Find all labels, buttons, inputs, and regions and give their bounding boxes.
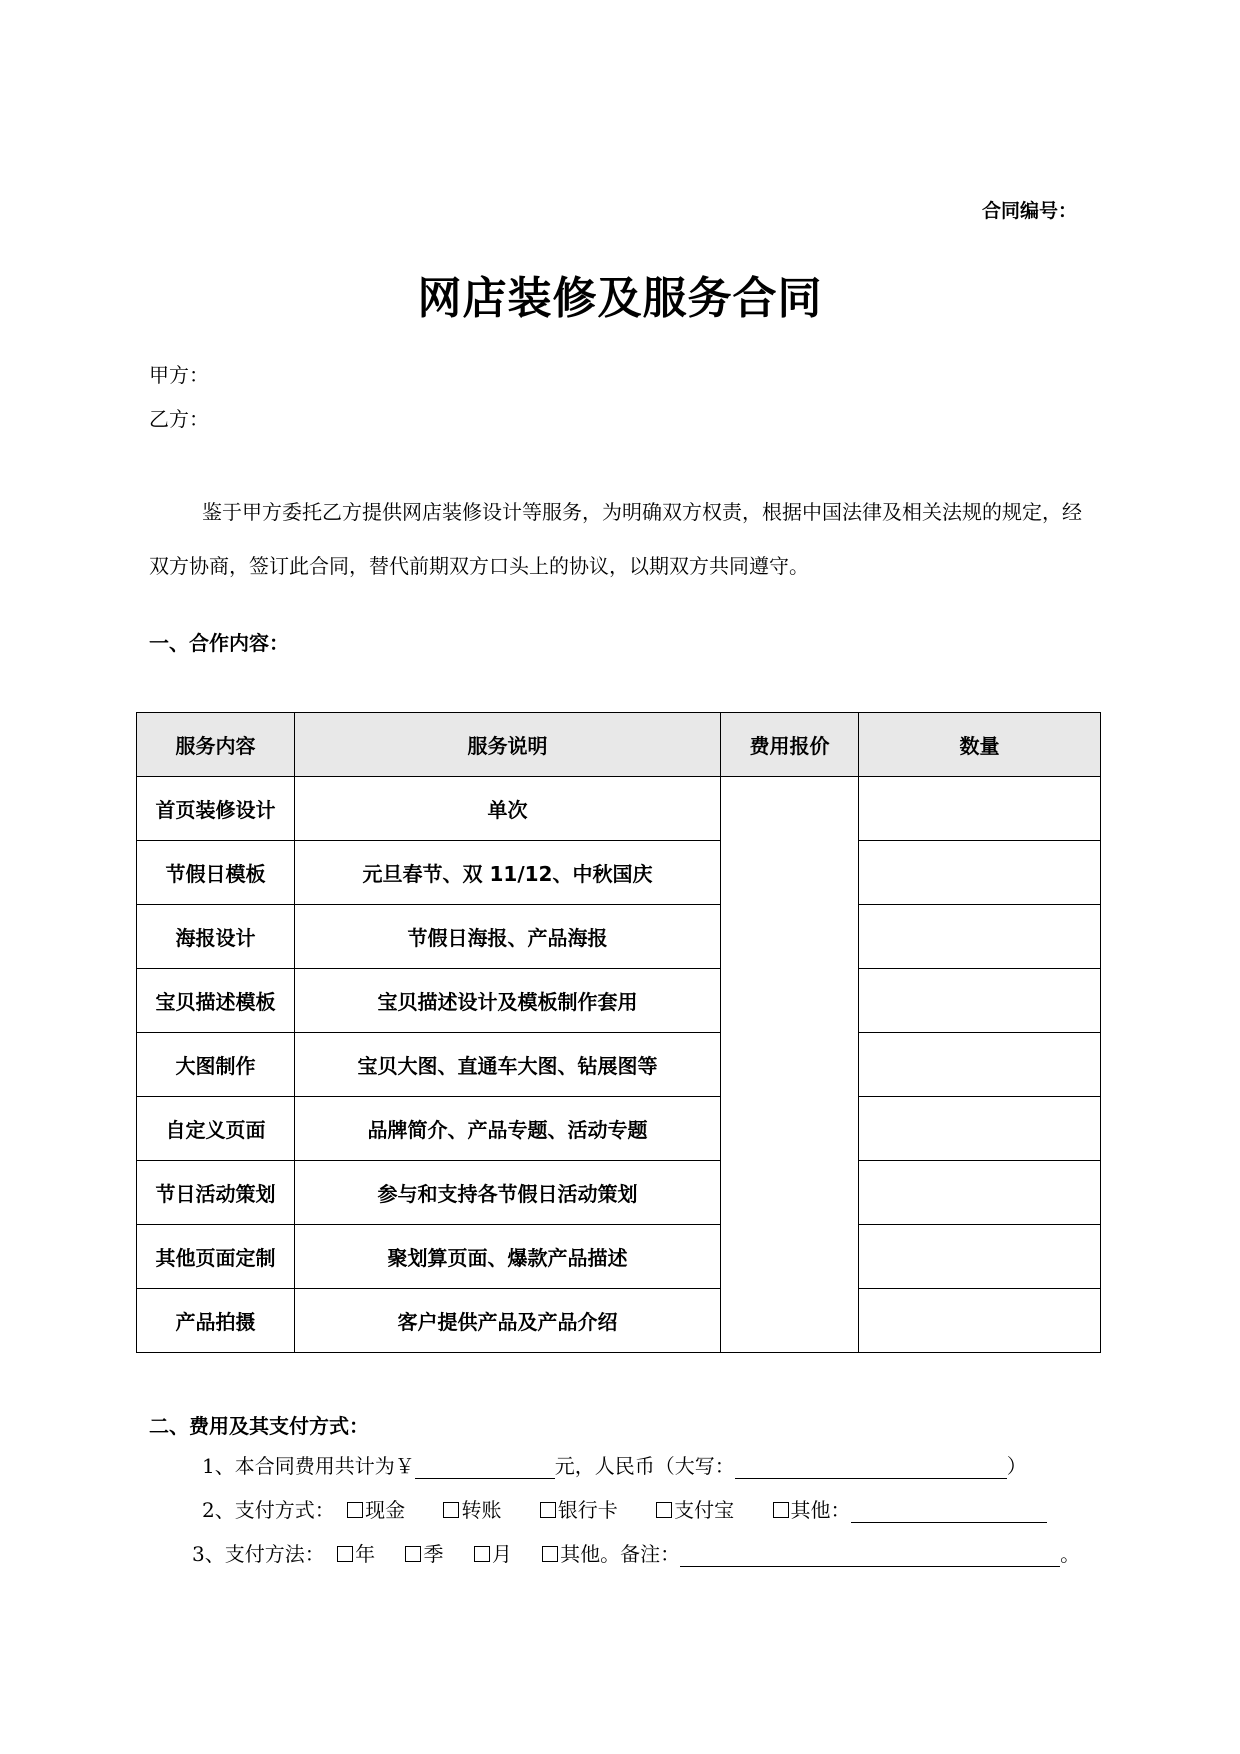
checkbox-icon[interactable] <box>540 1502 556 1518</box>
column-header-quantity: 数量 <box>859 713 1101 777</box>
fee-total-line <box>202 1450 1027 1479</box>
fee-uppercase-blank[interactable] <box>735 1456 1007 1479</box>
quantity-cell[interactable] <box>859 905 1101 969</box>
payment-option-transfer[interactable]: 转账 <box>437 1498 501 1522</box>
table-row <box>137 1289 1101 1353</box>
checkbox-icon[interactable] <box>474 1546 490 1562</box>
fee-total-mid: 元，人民币（大写： <box>554 1454 735 1478</box>
quantity-cell[interactable] <box>859 1225 1101 1289</box>
payment-option-alipay[interactable]: 支付宝 <box>650 1498 734 1522</box>
checkbox-icon[interactable] <box>656 1502 672 1518</box>
service-name-cell: 节假日模板 <box>137 841 295 905</box>
service-desc-cell: 单次 <box>295 777 721 841</box>
quantity-cell[interactable] <box>859 1161 1101 1225</box>
service-name-cell: 宝贝描述模板 <box>137 969 295 1033</box>
quantity-cell[interactable] <box>859 841 1101 905</box>
section2-heading: 二、费用及其支付方式： <box>149 1414 369 1438</box>
payment-mode-prefix: 2、支付方式： <box>202 1498 335 1522</box>
table-row <box>137 1161 1101 1225</box>
checkbox-icon[interactable] <box>443 1502 459 1518</box>
preamble-paragraph: 鉴于甲方委托乙方提供网店装修设计等服务，为明确双方权责，根据中国法律及相关法规的规定，经双方协商，签订此合同，替代前期双方口头上的协议，以期双方共同遵守。 <box>149 500 1082 578</box>
quantity-cell[interactable] <box>859 777 1101 841</box>
payment-period-other[interactable]: 其他。备注： <box>536 1542 680 1566</box>
table-row <box>137 969 1101 1033</box>
payment-mode-line <box>202 1494 1047 1523</box>
service-name-cell: 节日活动策划 <box>137 1161 295 1225</box>
payment-period-quarter[interactable]: 季 <box>399 1542 443 1566</box>
quantity-cell[interactable] <box>859 969 1101 1033</box>
table-row <box>137 1097 1101 1161</box>
quantity-cell[interactable] <box>859 1033 1101 1097</box>
payment-period-month[interactable]: 月 <box>468 1542 512 1566</box>
section1-heading: 一、合作内容： <box>149 631 289 655</box>
column-header-service: 服务内容 <box>137 713 295 777</box>
table-row <box>137 1225 1101 1289</box>
column-header-price: 费用报价 <box>721 713 859 777</box>
service-desc-cell: 品牌简介、产品专题、活动专题 <box>295 1097 721 1161</box>
payment-remark-blank[interactable] <box>680 1544 1060 1567</box>
services-table <box>136 712 1101 1353</box>
payment-option-bank-card[interactable]: 银行卡 <box>534 1498 618 1522</box>
service-desc-cell: 元旦春节、双 11/12、中秋国庆 <box>295 841 721 905</box>
service-desc-cell: 节假日海报、产品海报 <box>295 905 721 969</box>
service-desc-cell: 客户提供产品及产品介绍 <box>295 1289 721 1353</box>
table-row <box>137 1033 1101 1097</box>
service-name-cell: 其他页面定制 <box>137 1225 295 1289</box>
column-header-description: 服务说明 <box>295 713 721 777</box>
checkbox-icon[interactable] <box>337 1546 353 1562</box>
payment-option-cash[interactable]: 现金 <box>341 1498 405 1522</box>
service-desc-cell: 聚划算页面、爆款产品描述 <box>295 1225 721 1289</box>
quantity-cell[interactable] <box>859 1097 1101 1161</box>
checkbox-icon[interactable] <box>773 1502 789 1518</box>
table-row <box>137 777 1101 841</box>
party-b-label: 乙方： <box>149 407 209 431</box>
table-row <box>137 905 1101 969</box>
table-header-row <box>137 713 1101 777</box>
checkbox-icon[interactable] <box>542 1546 558 1562</box>
service-name-cell: 产品拍摄 <box>137 1289 295 1353</box>
payment-method-line <box>192 1538 1080 1567</box>
payment-method-suffix: 。 <box>1060 1542 1081 1566</box>
fee-amount-blank[interactable] <box>415 1456 555 1479</box>
table-row <box>137 841 1101 905</box>
service-desc-cell: 宝贝描述设计及模板制作套用 <box>295 969 721 1033</box>
price-cell[interactable] <box>721 777 859 1353</box>
service-name-cell: 首页装修设计 <box>137 777 295 841</box>
payment-other-blank[interactable] <box>851 1500 1047 1523</box>
service-name-cell: 大图制作 <box>137 1033 295 1097</box>
party-a-label: 甲方： <box>149 363 209 387</box>
service-desc-cell: 参与和支持各节假日活动策划 <box>295 1161 721 1225</box>
fee-total-suffix: ） <box>1006 1454 1027 1478</box>
fee-total-prefix: 1、本合同费用共计为￥ <box>202 1454 415 1478</box>
service-name-cell: 海报设计 <box>137 905 295 969</box>
payment-method-prefix: 3、支付方法： <box>192 1542 325 1566</box>
quantity-cell[interactable] <box>859 1289 1101 1353</box>
document-title: 网店装修及服务合同 <box>417 273 823 324</box>
service-name-cell: 自定义页面 <box>137 1097 295 1161</box>
payment-period-year[interactable]: 年 <box>331 1542 375 1566</box>
service-desc-cell: 宝贝大图、直通车大图、钻展图等 <box>295 1033 721 1097</box>
checkbox-icon[interactable] <box>347 1502 363 1518</box>
payment-option-other[interactable]: 其他： <box>767 1498 851 1522</box>
contract-number-label: 合同编号： <box>981 200 1077 222</box>
checkbox-icon[interactable] <box>405 1546 421 1562</box>
